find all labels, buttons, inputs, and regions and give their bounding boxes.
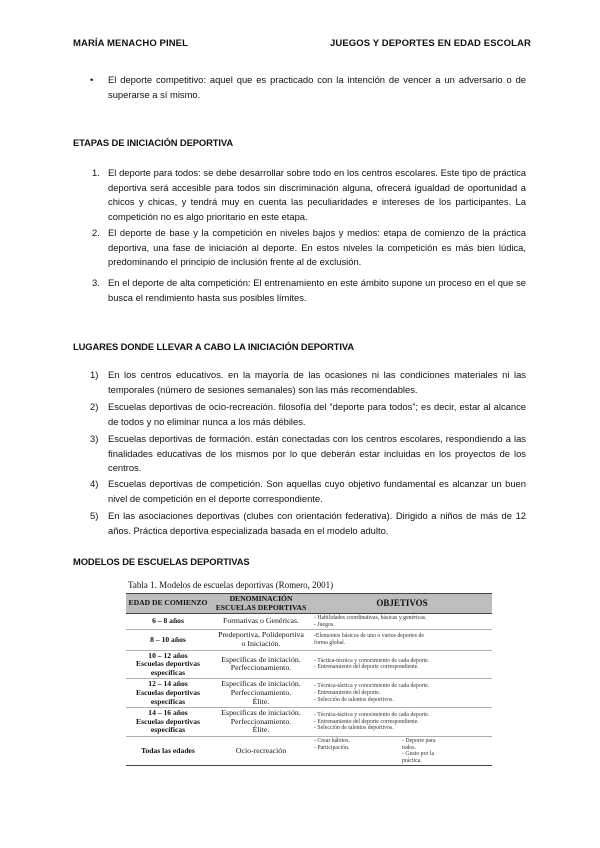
- list-item: En las asociaciones deportivas (clubes con orientación federativa). Dirigido a niños de más de 12 años. Práctica deportiva especializada basada en el modelo adulto.: [108, 510, 526, 536]
- list-item: Escuelas deportivas de competición. Son aquellas cuyo objetivo fundamental es alcanzar un buen nivel de competición en el deporte correspondiente.: [108, 478, 526, 504]
- cell-edad: 6 – 8 años: [126, 614, 210, 630]
- table-row: [126, 708, 492, 737]
- section-title-etapas: ETAPAS DE INICIACIÓN DEPORTIVA: [73, 137, 234, 148]
- list-item: Escuelas deportivas de ocio-recreación. filosofía del “deporte para todos”; es decir, estar al alcance de todos y no eliminar nunca a los más débiles.: [108, 401, 526, 427]
- cell-edad: 10 – 12 años Escuelas deportivas específicas: [126, 650, 210, 679]
- cell-objetivos: - Táctica-técnica y conocimiento de cada deporte. - Entrenamiento del deporte correspondiente.: [312, 650, 492, 679]
- cell-denominacion: Específicas de iniciación. Perfeccionamiento.: [210, 650, 312, 679]
- list-marker: 1): [90, 369, 99, 380]
- section-title-lugares: LUGARES DONDE LLEVAR A CABO LA INICIACIÓN DEPORTIVA: [73, 341, 355, 352]
- cell-edad: 14 – 16 años Escuelas deportivas específicas: [126, 708, 210, 737]
- list-item: El deporte para todos: se debe desarrollar sobre todo en los centros escolares. Este tipo de práctica deportiva será accesible para todos sin discriminación alguna, ofrecerá igualdad de oportunidad a chicos y chicas, y tendrá muy en cuenta las peculiaridades e intereses de los participantes. La competición no es algo prioritario en este etapa.: [108, 167, 526, 222]
- column-header-edad: EDAD DE COMIENZO: [126, 594, 210, 614]
- list-marker: 3): [90, 433, 99, 444]
- list-item: Escuelas deportivas de formación. están conectadas con los centros escolares, respondiendo a las finalidades educativas de los mismos por lo que deberán estar incluidas en los proyectos de los centros.: [108, 433, 526, 474]
- cell-objetivos: - Crear hábitos. - Participación. - Deporte para todos. - Gusto por la práctica.: [312, 736, 492, 765]
- table-row: [126, 630, 492, 650]
- escuelas-table: [126, 593, 492, 766]
- cell-objetivos: - Técnica-táctica y conocimiento de cada deporte. - Entrenamiento del deporte. - Selección de talentos deportivos.: [312, 679, 492, 708]
- list-item: En el deporte de alta competición: El entrenamiento en este ámbito supone un proceso en el que se busca el rendimiento hasta sus posibles límites.: [108, 277, 526, 303]
- table-caption: Tabla 1. Modelos de escuelas deportivas (Romero, 2001): [128, 580, 334, 590]
- list-marker: 3.: [92, 277, 100, 288]
- table-row: [126, 736, 492, 765]
- cell-edad: 8 – 10 años: [126, 630, 210, 650]
- cell-objetivos: - Técnica-táctica y conocimiento de cada deporte. - Entrenamiento del deporte correspondiente. - Selección de talentos deportivos.: [312, 708, 492, 737]
- cell-objetivos: - Habilidades coordinativas, básicas y genéricas. - Juegos.: [312, 614, 492, 630]
- cell-edad: Todas las edades: [126, 736, 210, 765]
- list-marker: 2.: [92, 227, 100, 238]
- intro-paragraph: El deporte competitivo: aquel que es practicado con la intención de vencer a un adversario o de superarse a sí mismo.: [108, 74, 526, 100]
- cell-objetivos: -Elementos básicos de uno o varios deportes de forma global.: [312, 630, 492, 650]
- list-marker: 1.: [92, 167, 100, 178]
- cell-denominacion: Específicas de iniciación. Perfeccionamiento. Élite.: [210, 708, 312, 737]
- list-marker: 2): [90, 401, 99, 412]
- list-marker: 5): [90, 510, 99, 521]
- cell-denominacion: Ocio-recreación: [210, 736, 312, 765]
- header-author: MARÍA MENACHO PINEL: [73, 38, 189, 49]
- list-marker: 4): [90, 478, 99, 489]
- cell-edad: 12 – 14 años Escuelas deportivas específicas: [126, 679, 210, 708]
- table-row: [126, 679, 492, 708]
- header-subject: JUEGOS Y DEPORTES EN EDAD ESCOLAR: [330, 38, 531, 49]
- list-item: En los centros educativos. en la mayoría de las ocasiones ni las condiciones materiales ni las temporales (número de sesiones semanales) son las más recomendables.: [108, 369, 526, 395]
- column-header-denominacion: DENOMINACIÓN ESCUELAS DEPORTIVAS: [210, 594, 312, 614]
- table-row: [126, 650, 492, 679]
- section-title-modelos: MODELOS DE ESCUELAS DEPORTIVAS: [73, 556, 250, 567]
- cell-denominacion: Específicas de iniciación. Perfeccionamiento. Élite.: [210, 679, 312, 708]
- cell-denominacion: Predeportiva, Polideportiva o Iniciación.: [210, 630, 312, 650]
- bullet-marker: •: [90, 74, 94, 85]
- list-item: El deporte de base y la competición en niveles bajos y medios: etapa de comienzo de la práctica deportiva, una fase de iniciación al deporte. En estos niveles la competición es más bien lúdica, predominando el principio de inclusión frente al de exclusión.: [108, 227, 526, 268]
- column-header-objetivos: OBJETIVOS: [312, 594, 492, 614]
- cell-denominacion: Formativas o Genéricas.: [210, 614, 312, 630]
- table-row: [126, 614, 492, 630]
